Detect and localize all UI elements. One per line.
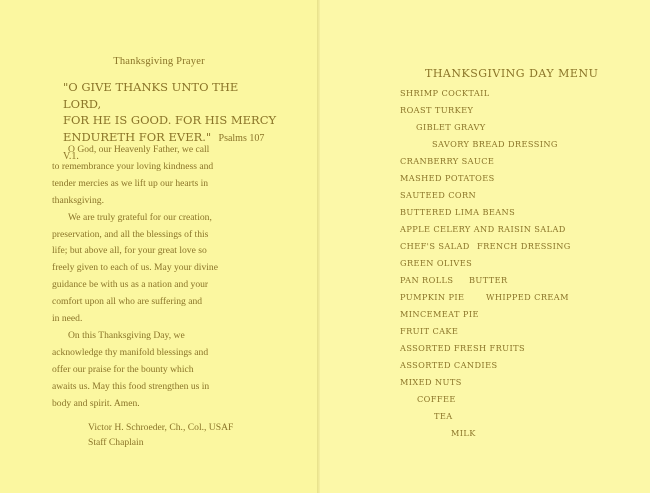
menu-item: CHEF'S SALAD (400, 241, 470, 251)
menu-item: ROAST TURKEY (400, 105, 474, 115)
menu-item: BUTTER (469, 275, 508, 285)
signature-title: Staff Chaplain (88, 437, 144, 448)
menu-item: APPLE CELERY AND RAISIN SALAD (400, 224, 566, 234)
prayer-line: thanksgiving. (52, 194, 104, 206)
verse-reference: Psalms 107 V.1. (63, 132, 265, 162)
menu-item: COFFEE (417, 394, 456, 404)
prayer-line: preservation, and all the blessings of this (52, 228, 209, 240)
menu-title: THANKSGIVING DAY MENU (425, 67, 599, 80)
prayer-line: to remembrance your loving kindness and (52, 160, 214, 172)
prayer-line: life; but above all, for your great love so (52, 245, 207, 257)
verse-line: "O GIVE THANKS UNTO THE LORD, (63, 80, 239, 111)
signature-name: Victor H. Schroeder, Ch., Col., USAF (88, 422, 234, 433)
menu-item: MIXED NUTS (400, 377, 462, 387)
menu-item: SAUTEED CORN (400, 190, 477, 200)
verse-line: FOR HE IS GOOD. FOR HIS MERCY (63, 113, 277, 127)
prayer-body (52, 142, 272, 413)
prayer-line: in need. (52, 313, 83, 325)
prayer-line: guidance be with us as a nation and your (52, 279, 209, 291)
menu-item: BUTTERED LIMA BEANS (400, 207, 516, 217)
prayer-line: O God, our Heavenly Father, we call (68, 144, 210, 155)
prayer-line: body and spirit. Amen. (52, 397, 140, 409)
menu-item: FRUIT CAKE (400, 326, 459, 336)
menu-item: WHIPPED CREAM (486, 292, 569, 302)
signature (88, 420, 288, 450)
prayer-line: awaits us. May this food strengthen us in (52, 380, 210, 392)
menu-item: ASSORTED CANDIES (400, 360, 498, 370)
prayer-line: freely given to each of us. May your divine (52, 262, 218, 274)
menu-item: FRENCH DRESSING (477, 241, 571, 251)
prayer-line: acknowledge thy manifold blessings and (52, 346, 209, 358)
menu-item: ASSORTED FRESH FRUITS (400, 343, 525, 353)
menu-item: CRANBERRY SAUCE (400, 156, 495, 166)
prayer-line: tender mercies as we lift up our hearts in (52, 177, 209, 189)
menu-item: PAN ROLLS (400, 275, 454, 285)
menu-item: SAVORY BREAD DRESSING (432, 139, 558, 149)
menu-item: MILK (451, 428, 476, 438)
prayer-line: offer our praise for the bounty which (52, 363, 194, 375)
left-page (0, 0, 318, 493)
menu-item: MASHED POTATOES (400, 173, 495, 183)
prayer-line: On this Thanksgiving Day, we (68, 329, 185, 341)
menu-item: GIBLET GRAVY (416, 122, 486, 132)
menu-item: PUMPKIN PIE (400, 292, 465, 302)
prayer-title: Thanksgiving Prayer (113, 56, 205, 67)
menu-item: MINCEMEAT PIE (400, 309, 479, 319)
menu-item: GREEN OLIVES (400, 258, 473, 268)
verse-line: ENDURETH FOR EVER." Psalms 107 V.1. (63, 129, 265, 162)
prayer-line: comfort upon all who are suffering and (52, 296, 203, 308)
prayer-line: We are truly grateful for our creation, (68, 211, 212, 223)
menu-item: TEA (434, 411, 453, 421)
menu-item: SHRIMP COCKTAIL (400, 88, 490, 98)
